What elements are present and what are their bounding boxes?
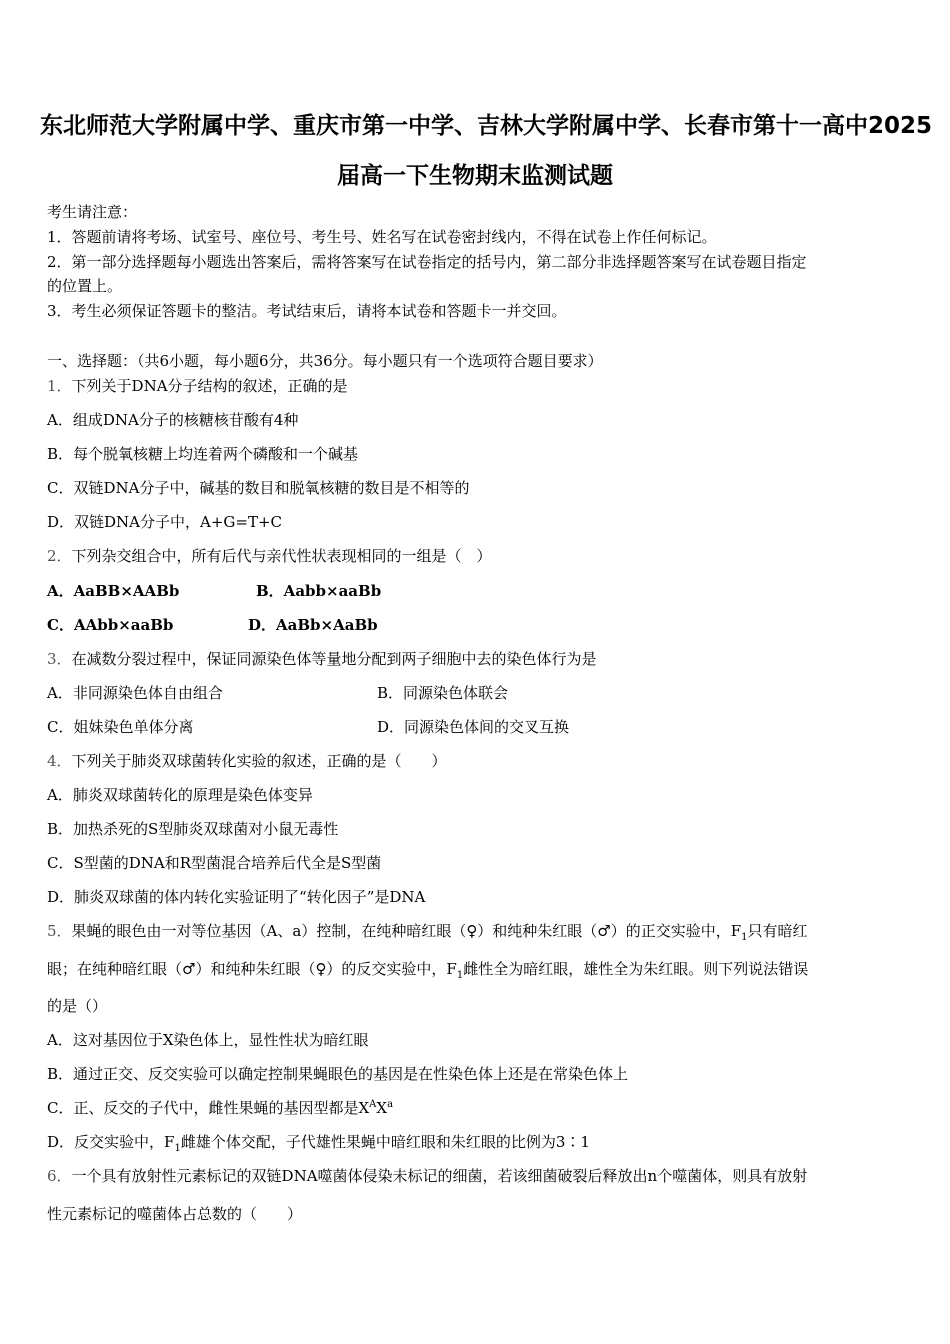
q4-option-c: C．S型菌的DNA和R型菌混合培养后代全是S型菌 bbox=[47, 854, 382, 872]
q4-option-b: B．加热杀死的S型肺炎双球菌对小鼠无毒性 bbox=[47, 820, 339, 838]
notice-item: 1．答题前请将考场、试室号、座位号、考生号、姓名写在试卷密封线内，不得在试卷上作任何标记。 bbox=[47, 228, 717, 246]
q1-option-c: C．双链DNA分子中，碱基的数目和脱氧核糖的数目是不相等的 bbox=[47, 479, 470, 497]
q5-option-d: D．反交实验中，$F_1$雌雄个体交配，子代雄性果蝇中暗红眼和朱红眼的比例为3∶1 bbox=[47, 1133, 590, 1154]
exam-title-line1: 东北师范大学附属中学、重庆市第一中学、吉林大学附属中学、长春市第十一高中2025 bbox=[40, 113, 933, 139]
q4-option-d: D．肺炎双球菌的体内转化实验证明了“转化因子”是DNA bbox=[47, 888, 426, 906]
q1-option-a: A．组成DNA分子的核糖核苷酸有4种 bbox=[47, 411, 299, 429]
q5-option-a: A．这对基因位于X染色体上，显性性状为暗红眼 bbox=[47, 1031, 369, 1049]
notice-item: 2．第一部分选择题每小题选出答案后，需将答案写在试卷指定的括号内，第二部分非选择题答案写在试卷题目指定 bbox=[47, 253, 807, 271]
q4-option-a: A．肺炎双球菌转化的原理是染色体变异 bbox=[47, 786, 313, 804]
question-number: 3． bbox=[47, 650, 72, 668]
question-text: 下列关于DNA分子结构的叙述，正确的是 bbox=[71, 377, 348, 395]
question-2-stem bbox=[47, 545, 492, 567]
question-text: 下列杂交组合中，所有后代与亲代性状表现相同的一组是（ ） bbox=[71, 547, 492, 565]
exam-title-line2: 届高一下生物期末监测试题 bbox=[337, 163, 613, 189]
notice-heading: 考生请注意： bbox=[47, 203, 138, 221]
question-4-stem bbox=[47, 750, 447, 772]
q1-option-d: D．双链DNA分子中，A+G=T+C bbox=[47, 513, 283, 531]
question-text: 下列关于肺炎双球菌转化实验的叙述，正确的是（ ） bbox=[71, 752, 447, 770]
q3-option-a: A．非同源染色体自由组合 bbox=[47, 684, 223, 702]
question-5-stem-line3: 的是（） bbox=[47, 997, 108, 1015]
q3-option-b: B．同源染色体联会 bbox=[377, 684, 509, 702]
question-3-stem bbox=[47, 648, 597, 670]
question-6-stem-line1: 6．一个具有放射性元素标记的双链DNA噬菌体侵染未标记的细菌，若该细菌破裂后释放出n个噬菌体，则具有放射 bbox=[47, 1167, 808, 1185]
q5-option-c: C．正、反交的子代中，雌性果蝇的基因型都是$X^AX^a$ bbox=[47, 1099, 394, 1117]
question-number: 1． bbox=[47, 377, 72, 395]
q3-option-c: C．姐妹染色单体分离 bbox=[47, 718, 194, 736]
section-heading: 一、选择题：（共6小题，每小题6分，共36分。每小题只有一个选项符合题目要求） bbox=[47, 352, 603, 370]
question-text: 在减数分裂过程中，保证同源染色体等量地分配到两子细胞中去的染色体行为是 bbox=[71, 650, 597, 668]
question-6-stem-line2: 性元素标记的噬菌体占总数的（ ） bbox=[47, 1205, 303, 1223]
question-number: 4． bbox=[47, 752, 72, 770]
q3-option-d: D．同源染色体间的交叉互换 bbox=[377, 718, 570, 736]
question-5-stem-line2: 眼；在纯种暗红眼（♂）和纯种朱红眼（♀）的反交实验中，$F_1$雌性全为暗红眼，雄性全为朱红眼。则下列说法错误 bbox=[47, 960, 809, 981]
q2-option-a: A．AaBB×AABb bbox=[47, 582, 180, 600]
q1-option-b: B．每个脱氧核糖上均连着两个磷酸和一个碱基 bbox=[47, 445, 359, 463]
q2-option-c: C．AAbb×aaBb bbox=[47, 616, 174, 634]
question-number: 6． bbox=[47, 1167, 72, 1185]
q5-option-b: B．通过正交、反交实验可以确定控制果蝇眼色的基因是在性染色体上还是在常染色体上 bbox=[47, 1065, 629, 1083]
question-1-stem bbox=[47, 375, 348, 397]
notice-item: 3．考生必须保证答题卡的整洁。考试结束后，请将本试卷和答题卡一并交回。 bbox=[47, 302, 567, 320]
q2-option-b: B．Aabb×aaBb bbox=[256, 582, 382, 600]
question-number: 2． bbox=[47, 547, 72, 565]
question-number: 5． bbox=[47, 922, 72, 940]
question-5-stem-line1: 5．果蝇的眼色由一对等位基因（A、a）控制，在纯种暗红眼（♀）和纯种朱红眼（♂）的正交实验中，$F_1$只有暗红 bbox=[47, 922, 808, 943]
notice-item: 的位置上。 bbox=[47, 277, 123, 295]
q2-option-d: D．AaBb×AaBb bbox=[248, 616, 378, 634]
